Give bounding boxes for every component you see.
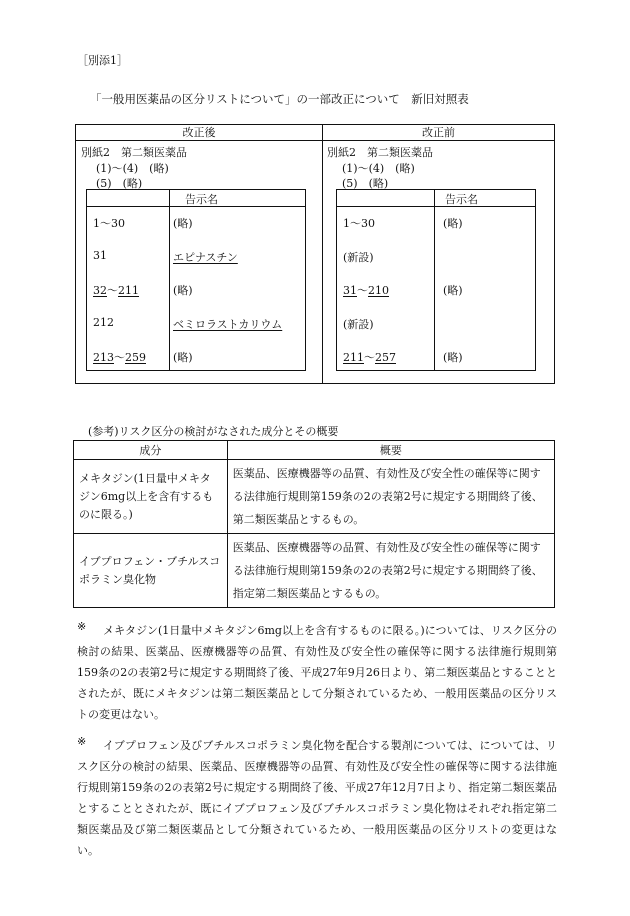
note-mark: ※	[77, 620, 87, 633]
ref-col-summary: 概要	[227, 441, 554, 460]
ref-summary: 医薬品、医療機器等の品質、有効性及び安全性の確保等に関する法律施行規則第159条の2の表第2号に規定する期間終了後、指定第二類医薬品とするもの。	[227, 534, 554, 608]
before-col-header: 告示名	[445, 193, 478, 206]
after-line3: (5) (略)	[96, 177, 143, 190]
comparison-table	[75, 124, 555, 384]
note-mark: ※	[77, 735, 87, 748]
before-line2: (1)～(4) (略)	[342, 162, 415, 175]
note-paragraph: メキタジン(1日量中メキタジン6mg以上を含有するものに限る。)については、リスク区分の検討の結果、医薬品、医療機器等の品質、有効性及び安全性の確保等に関する法律施行規則第159条の2の表第2号に規定する期間終了後、平成27年9月26日より、第二類医薬品とすることとされたが、既にメキタジンは第二類医薬品として分類されているため、一般用医薬品の区分リストの変更はない。	[77, 624, 557, 721]
after-row-num: 32～211	[93, 284, 139, 297]
after-row-num: 1～30	[93, 217, 125, 230]
before-line3: (5) (略)	[342, 177, 389, 190]
attachment-label: ［別添1］	[77, 54, 128, 67]
before-row-num: 1～30	[343, 217, 375, 230]
after-row-name: エピナスチン	[173, 251, 238, 264]
after-inner-table	[86, 189, 306, 371]
column-divider	[322, 125, 323, 383]
after-header: 改正後	[76, 125, 322, 141]
before-row-name: (略)	[443, 351, 463, 364]
ref-summary: 医薬品、医療機器等の品質、有効性及び安全性の確保等に関する法律施行規則第159条の2の表第2号に規定する期間終了後、第二類医薬品とするもの。	[227, 460, 554, 534]
before-row-num: (新設)	[343, 251, 374, 264]
before-row-name: (略)	[443, 217, 463, 230]
ref-ingredient: メキタジン(1日量中メキタジン6mg以上を含有するものに限る。)	[74, 460, 228, 534]
before-row-name: (略)	[443, 284, 463, 297]
after-row-name: (略)	[173, 284, 193, 297]
note-paragraph: イブプロフェン及びブチルスコポラミン臭化物を配合する製剤については、については、リスク区分の検討の結果、医薬品、医療機器等の品質、有効性及び安全性の確保等に関する法律施行規則第159条の2の表第2号に規定する期間終了後、平成27年12月7日より、指定第二類医薬品とすることとされたが、既にイブプロフェン及びブチルスコポラミン臭化物はそれぞれ指定第二類医薬品及び第二類医薬品として分類されているため、一般用医薬品の区分リストの変更はない。	[77, 739, 557, 857]
after-line2: (1)～(4) (略)	[96, 162, 169, 175]
before-row-num: 31～210	[343, 284, 389, 297]
ref-col-ingredient: 成分	[74, 441, 228, 460]
after-row-num: 212	[93, 316, 114, 329]
before-row-num: 211～257	[343, 351, 396, 364]
before-inner-table	[336, 189, 536, 371]
reference-table	[73, 440, 555, 608]
after-row-num: 31	[93, 249, 107, 262]
after-row-name: ベミロラストカリウム	[173, 318, 283, 331]
after-row-name: (略)	[173, 351, 193, 364]
before-line1: 別紙2 第二類医薬品	[327, 146, 433, 159]
before-row-num: (新設)	[343, 318, 374, 331]
page-title: 「一般用医薬品の区分リストについて」の一部改正について 新旧対照表	[90, 92, 469, 106]
reference-title: (参考)リスク区分の検討がなされた成分とその概要	[88, 425, 339, 438]
ref-ingredient: イブプロフェン・ブチルスコポラミン臭化物	[74, 534, 228, 608]
after-col-header: 告示名	[185, 193, 218, 206]
after-row-name: (略)	[173, 217, 193, 230]
before-header: 改正前	[323, 125, 554, 141]
after-row-num: 213～259	[93, 351, 146, 364]
after-line1: 別紙2 第二類医薬品	[81, 146, 187, 159]
